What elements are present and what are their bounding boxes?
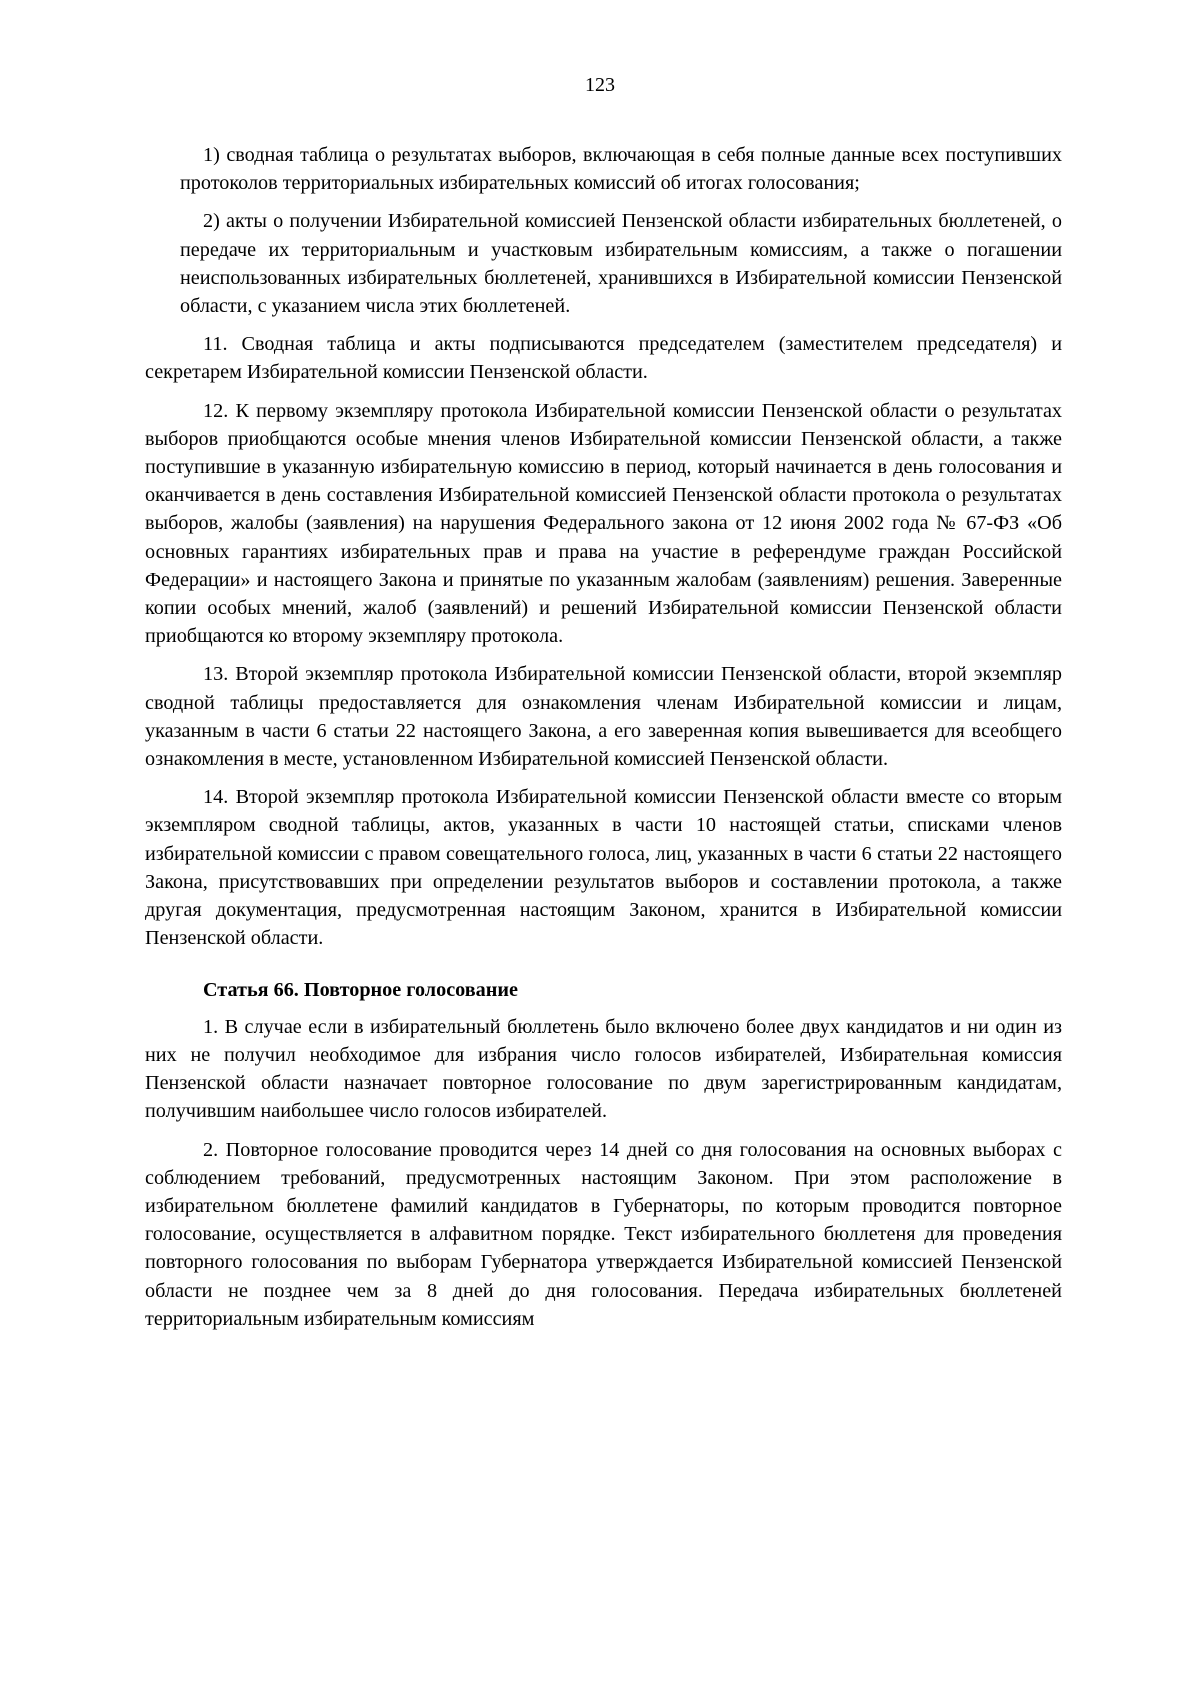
list-item-acts: 2) акты о получении Избирательной комиссией Пензенской области избирательных бюллетеней, о передаче их территориальным и участковым избирательным комиссиям, а также о погашении неиспользованных избирательных бюллетеней, хранившихся в Избирательной комиссии Пензенской области, с указанием числа этих бюллетеней. xyxy=(180,210,1062,318)
document-body xyxy=(145,141,1062,1343)
paragraph-13: 13. Второй экземпляр протокола Избирательной комиссии Пензенской области, второй экземпляр сводной таблицы предоставляется для ознакомления членам Избирательной комиссии и лицам, указанным в части 6 статьи 22 настоящего Закона, а его заверенная копия вывешивается для всеобщего ознакомления в месте, установленном Избирательной комиссией Пензенской области. xyxy=(145,663,1062,771)
article-66-heading: Статья 66. Повторное голосование xyxy=(203,979,518,1002)
paragraph-12: 12. К первому экземпляру протокола Избирательной комиссии Пензенской области о результатах выборов приобщаются особые мнения членов Избирательной комиссии Пензенской области, а также поступившие в указанную избирательную комиссию в период, который начинается в день голосования и оканчивается в день составления Избирательной комиссией Пензенской области протокола о результатах выборов, жалобы (заявления) на нарушения Федерального закона от 12 июня 2002 года № 67-ФЗ «Об основных гарантиях избирательных прав и права на участие в референдуме граждан Российской Федерации» и настоящего Закона и принятые по указанным жалобам (заявлениям) решения. Заверенные копии особых мнений, жалоб (заявлений) и решений Избирательной комиссии Пензенской области приобщаются ко второму экземпляру протокола. xyxy=(145,399,1062,648)
list-item-summary-table: 1) сводная таблица о результатах выборов, включающая в себя полные данные всех поступивших протоколов территориальных избирательных комиссий об итогах голосования; xyxy=(180,144,1062,195)
article-66-paragraph-2: 2. Повторное голосование проводится через 14 дней со дня голосования на основных выборах с соблюдением требований, предусмотренных настоящим Законом. При этом расположение в избирательном бюллетене фамилий кандидатов в Губернаторы, по которым проводится повторное голосование, осуществляется в алфавитном порядке. Текст избирательного бюллетеня для проведения повторного голосования по выборам Губернатора утверждается Избирательной комиссией Пензенской области не позднее чем за 8 дней до дня голосования. Передача избирательных бюллетеней территориальным избирательным комиссиям xyxy=(145,1138,1062,1330)
paragraph-11: 11. Сводная таблица и акты подписываются председателем (заместителем председателя) и секретарем Избирательной комиссии Пензенской области. xyxy=(145,333,1062,384)
page-number: 123 xyxy=(585,74,615,96)
paragraph-14: 14. Второй экземпляр протокола Избирательной комиссии Пензенской области вместе со вторым экземпляром сводной таблицы, актов, указанных в части 10 настоящей статьи, списками членов избирательной комиссии с правом совещательного голоса, лиц, указанных в части 6 статьи 22 настоящего Закона, присутствовавших при определении результатов выборов и составлении протокола, а также другая документация, предусмотренная настоящим Законом, хранится в Избирательной комиссии Пензенской области. xyxy=(145,786,1062,950)
article-66-paragraph-1: 1. В случае если в избирательный бюллетень было включено более двух кандидатов и ни один из них не получил необходимое для избрания число голосов избирателей, Избирательная комиссия Пензенской области назначает повторное голосование по двум зарегистрированным кандидатам, получившим наибольшее число голосов избирателей. xyxy=(145,1015,1062,1123)
